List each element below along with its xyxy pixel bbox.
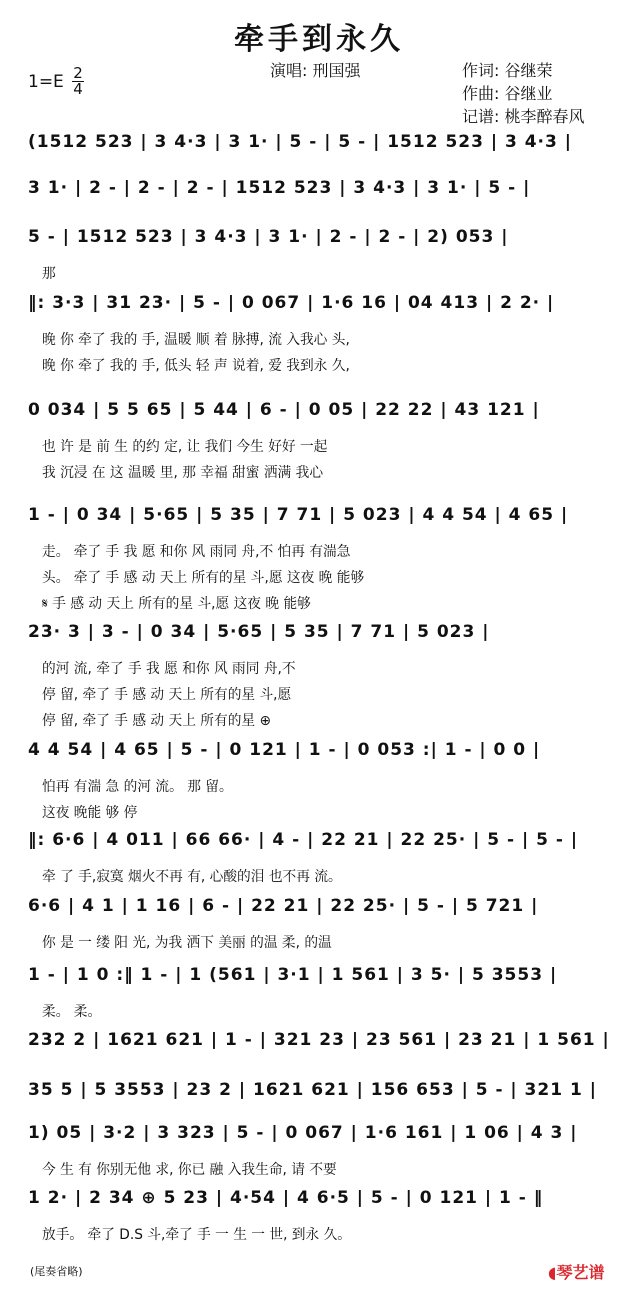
brand-name: 琴艺谱 [556, 1263, 605, 1282]
notation-line: 1 - | 0 34 | 5·65 | 5 35 | 7 71 | 5 023 | 4 4 54 | 4 65 | [28, 505, 569, 525]
song-title: 牵手到永久 [234, 22, 404, 57]
logo-icon: ◖ [548, 1263, 557, 1282]
notation-line: 5 - | 1512 523 | 3 4·3 | 3 1· | 2 - | 2 - | 2) 053 | [28, 227, 509, 247]
brand-logo [548, 1260, 604, 1283]
lyric-line: 停 留, 牵了 手 感 动 天上 所有的星 ⊕ [42, 713, 271, 729]
lyric-line: 头。 牵了 手 感 动 天上 所有的星 斗,愿 这夜 晚 能够 [42, 570, 365, 586]
lyric-line: 柔。 柔。 [42, 1004, 102, 1020]
notation-line: 23· 3 | 3 - | 0 34 | 5·65 | 5 35 | 7 71 | 5 023 | [28, 622, 490, 642]
notation-line: 232 2 | 1621 621 | 1 - | 321 23 | 23 561 | 23 21 | 1 561 | [28, 1030, 610, 1050]
key-signature: 1=E [28, 72, 64, 92]
lyric-line: 牵 了 手,寂寞 烟火不再 有, 心酸的泪 也不再 流。 [42, 869, 342, 885]
notation-line: 0 034 | 5 5 65 | 5 44 | 6 - | 0 05 | 22 22 | 43 121 | [28, 400, 540, 420]
notation-line: 4 4 54 | 4 65 | 5 - | 0 121 | 1 - | 0 053 :| 1 - | 0 0 | [28, 740, 541, 760]
time-signature [72, 66, 84, 97]
lyric-line: 也 许 是 前 生 的约 定, 让 我们 今生 好好 一起 [42, 439, 328, 455]
notation-line: 35 5 | 5 3553 | 23 2 | 1621 621 | 156 653 | 5 - | 321 1 | [28, 1080, 597, 1100]
time-bottom: 4 [73, 80, 83, 98]
lyricist-credit: 作词: 谷继荣 [462, 61, 553, 80]
transcriber-credit: 记谱: 桃李醉春风 [462, 107, 585, 126]
notation-line: (1512 523 | 3 4·3 | 3 1· | 5 - | 5 - | 1512 523 | 3 4·3 | [28, 132, 572, 152]
lyric-line: 今 生 有 你别无他 求, 你已 融 入我生命, 请 不要 [42, 1162, 337, 1178]
lyric-line: 𝄋 手 感 动 天上 所有的星 斗,愿 这夜 晚 能够 [42, 596, 311, 612]
footer-note: (尾奏省略) [30, 1265, 83, 1278]
notation-line: 1) 05 | 3·2 | 3 323 | 5 - | 0 067 | 1·6 161 | 1 06 | 4 3 | [28, 1123, 578, 1143]
lyric-line: 晚 你 牵了 我的 手, 温暖 顺 着 脉搏, 流 入我心 头, [42, 332, 350, 348]
notation-line: 1 - | 1 0 :‖ 1 - | 1 (561 | 3·1 | 1 561 | 3 5· | 5 3553 | [28, 965, 558, 985]
lyric-line: 我 沉浸 在 这 温暖 里, 那 幸福 甜蜜 洒满 我心 [42, 465, 324, 481]
notation-line: 1 2· | 2 34 ⊕ 5 23 | 4·54 | 4 6·5 | 5 - | 0 121 | 1 - ‖ [28, 1188, 544, 1208]
time-top: 2 [73, 64, 83, 82]
lyric-line: 那 [42, 266, 56, 282]
singer-credit: 演唱: 刑国强 [270, 61, 361, 80]
composer-credit: 作曲: 谷继业 [462, 84, 553, 103]
notation-line: 6·6 | 4 1 | 1 16 | 6 - | 22 21 | 22 25· | 5 - | 5 721 | [28, 896, 539, 916]
lyric-line: 怕再 有湍 急 的河 流。 那 留。 [42, 779, 233, 795]
notation-line: 3 1· | 2 - | 2 - | 2 - | 1512 523 | 3 4·3 | 3 1· | 5 - | [28, 178, 531, 198]
lyric-line: 你 是 一 缕 阳 光, 为我 洒下 美丽 的温 柔, 的温 [42, 935, 332, 951]
lyric-line: 晚 你 牵了 我的 手, 低头 轻 声 说着, 爱 我到永 久, [42, 358, 350, 374]
lyric-line: 的河 流, 牵了 手 我 愿 和你 风 雨同 舟,不 [42, 661, 296, 677]
lyric-line: 走。 牵了 手 我 愿 和你 风 雨同 舟,不 怕再 有湍急 [42, 544, 351, 560]
lyric-line: 放手。 牵了 D.S 斗,牵了 手 一 生 一 世, 到永 久。 [42, 1227, 352, 1243]
notation-line: ‖: 6·6 | 4 011 | 66 66· | 4 - | 22 21 | 22 25· | 5 - | 5 - | [28, 830, 579, 850]
notation-line: ‖: 3·3 | 31 23· | 5 - | 0 067 | 1·6 16 | 04 413 | 2 2· | [28, 293, 555, 313]
lyric-line: 停 留, 牵了 手 感 动 天上 所有的星 斗,愿 [42, 687, 292, 703]
lyric-line: 这夜 晚能 够 停 [42, 805, 138, 821]
